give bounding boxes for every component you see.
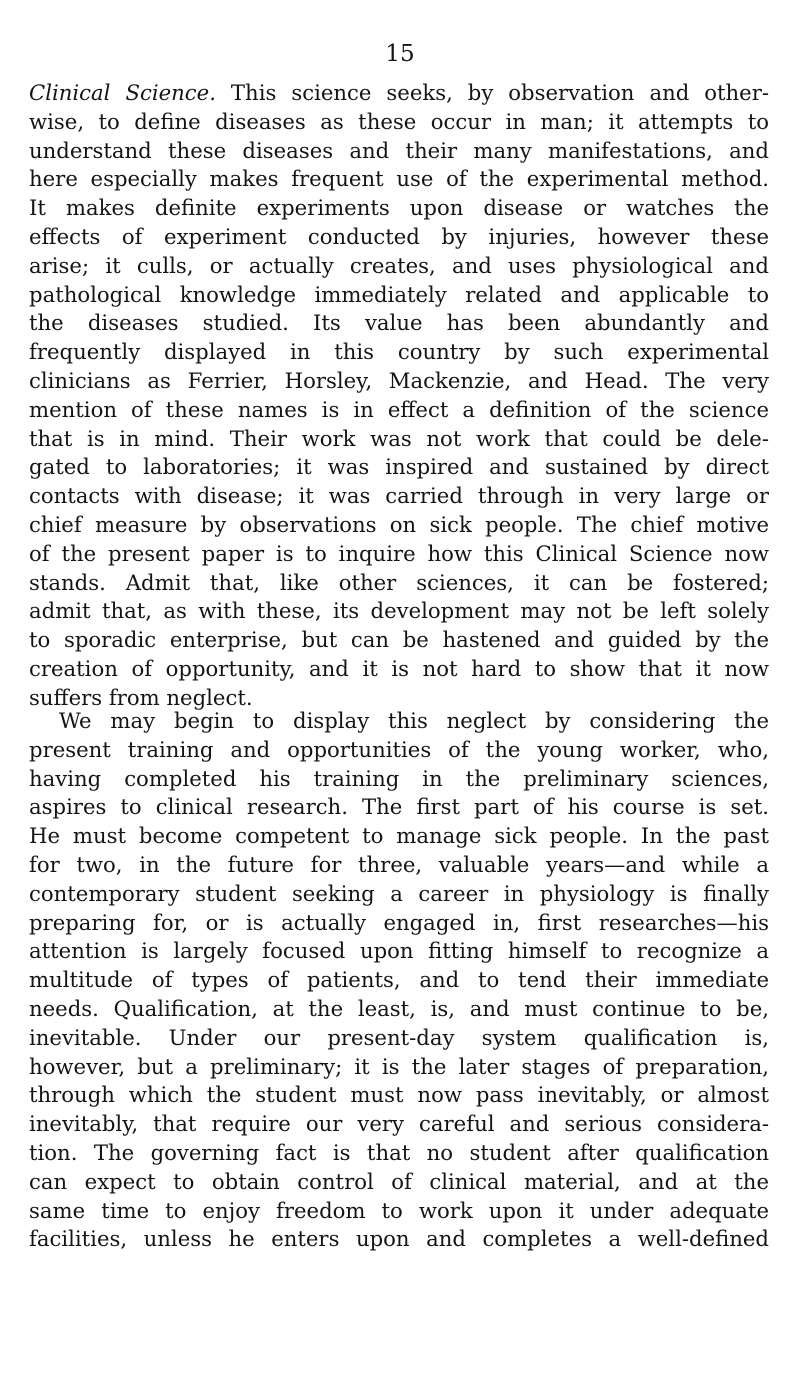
text-line: He must become competent to manage sick people. In the past xyxy=(29,823,769,849)
text-line: creation of opportunity, and it is not hard to show that it now xyxy=(29,655,769,681)
text-line: understand these diseases and their many manifestations, and xyxy=(29,137,769,163)
text-line: wise, to define diseases as these occur in man; it attempts to xyxy=(29,108,769,134)
text-line: tion. The governing fact is that no student after qualification xyxy=(29,1139,769,1165)
text-line: facilities, unless he enters upon and completes a well-defined xyxy=(29,1226,769,1252)
text-line: pathological knowledge immediately related and applicable to xyxy=(29,281,769,307)
text-line: inevitable. Under our present-day system qualification is, xyxy=(29,1024,769,1050)
text-line: effects of experiment conducted by injuries, however these xyxy=(29,223,769,249)
text-line: clinicians as Ferrier, Horsley, Mackenzie, and Head. The very xyxy=(29,367,769,393)
text-line: multitude of types of patients, and to tend their immediate xyxy=(29,967,769,993)
text-line: admit that, as with these, its development may not be left solely xyxy=(29,598,769,624)
text-line: to sporadic enterprise, but can be hastened and guided by the xyxy=(29,627,769,653)
text-line: however, but a preliminary; it is the later stages of preparation, xyxy=(29,1053,769,1079)
text-line: contacts with disease; it was carried through in very large or xyxy=(29,483,769,509)
text-line: attention is largely focused upon fitting himself to recognize a xyxy=(29,938,769,964)
text-line: arise; it culls, or actually creates, and uses physiological and xyxy=(29,252,769,278)
text-line: mention of these names is in effect a definition of the science xyxy=(29,396,769,422)
text-line: We may begin to display this neglect by considering the xyxy=(59,708,769,733)
section-heading: Clinical Science. xyxy=(29,80,216,105)
text-line: aspires to clinical research. The first part of his course is set. xyxy=(29,794,769,820)
text-line: preparing for, or is actually engaged in, first researches—his xyxy=(29,909,769,935)
text-line: the diseases studied. Its value has been abundantly and xyxy=(29,310,769,336)
text-line: same time to enjoy freedom to work upon it under adequate xyxy=(29,1197,769,1223)
text-line-content: This science seeks, by observation and other- xyxy=(215,80,770,105)
text-line: of the present paper is to inquire how this Clinical Science now xyxy=(29,540,769,566)
paragraph-training-neglect xyxy=(29,707,769,1254)
text-line: having completed his training in the preliminary sciences, xyxy=(29,765,769,791)
text-line: that is in mind. Their work was not work that could be dele- xyxy=(29,425,769,451)
paragraph-clinical-science xyxy=(29,79,769,713)
text-line: frequently displayed in this country by such experimental xyxy=(29,339,769,365)
text-line: It makes definite experiments upon disease or watches the xyxy=(29,195,769,221)
text-line: inevitably, that require our very careful and serious considera- xyxy=(29,1111,769,1137)
text-line: present training and opportunities of the young worker, who, xyxy=(29,736,769,762)
text-line: chief measure by observations on sick people. The chief motive xyxy=(29,511,769,537)
page-number: 15 xyxy=(385,41,415,67)
text-line: through which the student must now pass inevitably, or almost xyxy=(29,1082,769,1108)
text-line: can expect to obtain control of clinical material, and at the xyxy=(29,1168,769,1194)
text-line: contemporary student seeking a career in physiology is finally xyxy=(29,880,769,906)
text-line: stands. Admit that, like other sciences, it can be fostered; xyxy=(29,569,769,595)
text-line: suffers from neglect. xyxy=(29,684,253,710)
text-line: gated to laboratories; it was inspired and sustained by direct xyxy=(29,454,769,480)
text-line: for two, in the future for three, valuable years—and while a xyxy=(29,851,769,877)
text-line: needs. Qualification, at the least, is, and must continue to be, xyxy=(29,995,769,1021)
text-line xyxy=(29,79,769,108)
text-line: here especially makes frequent use of the experimental method. xyxy=(29,166,769,192)
